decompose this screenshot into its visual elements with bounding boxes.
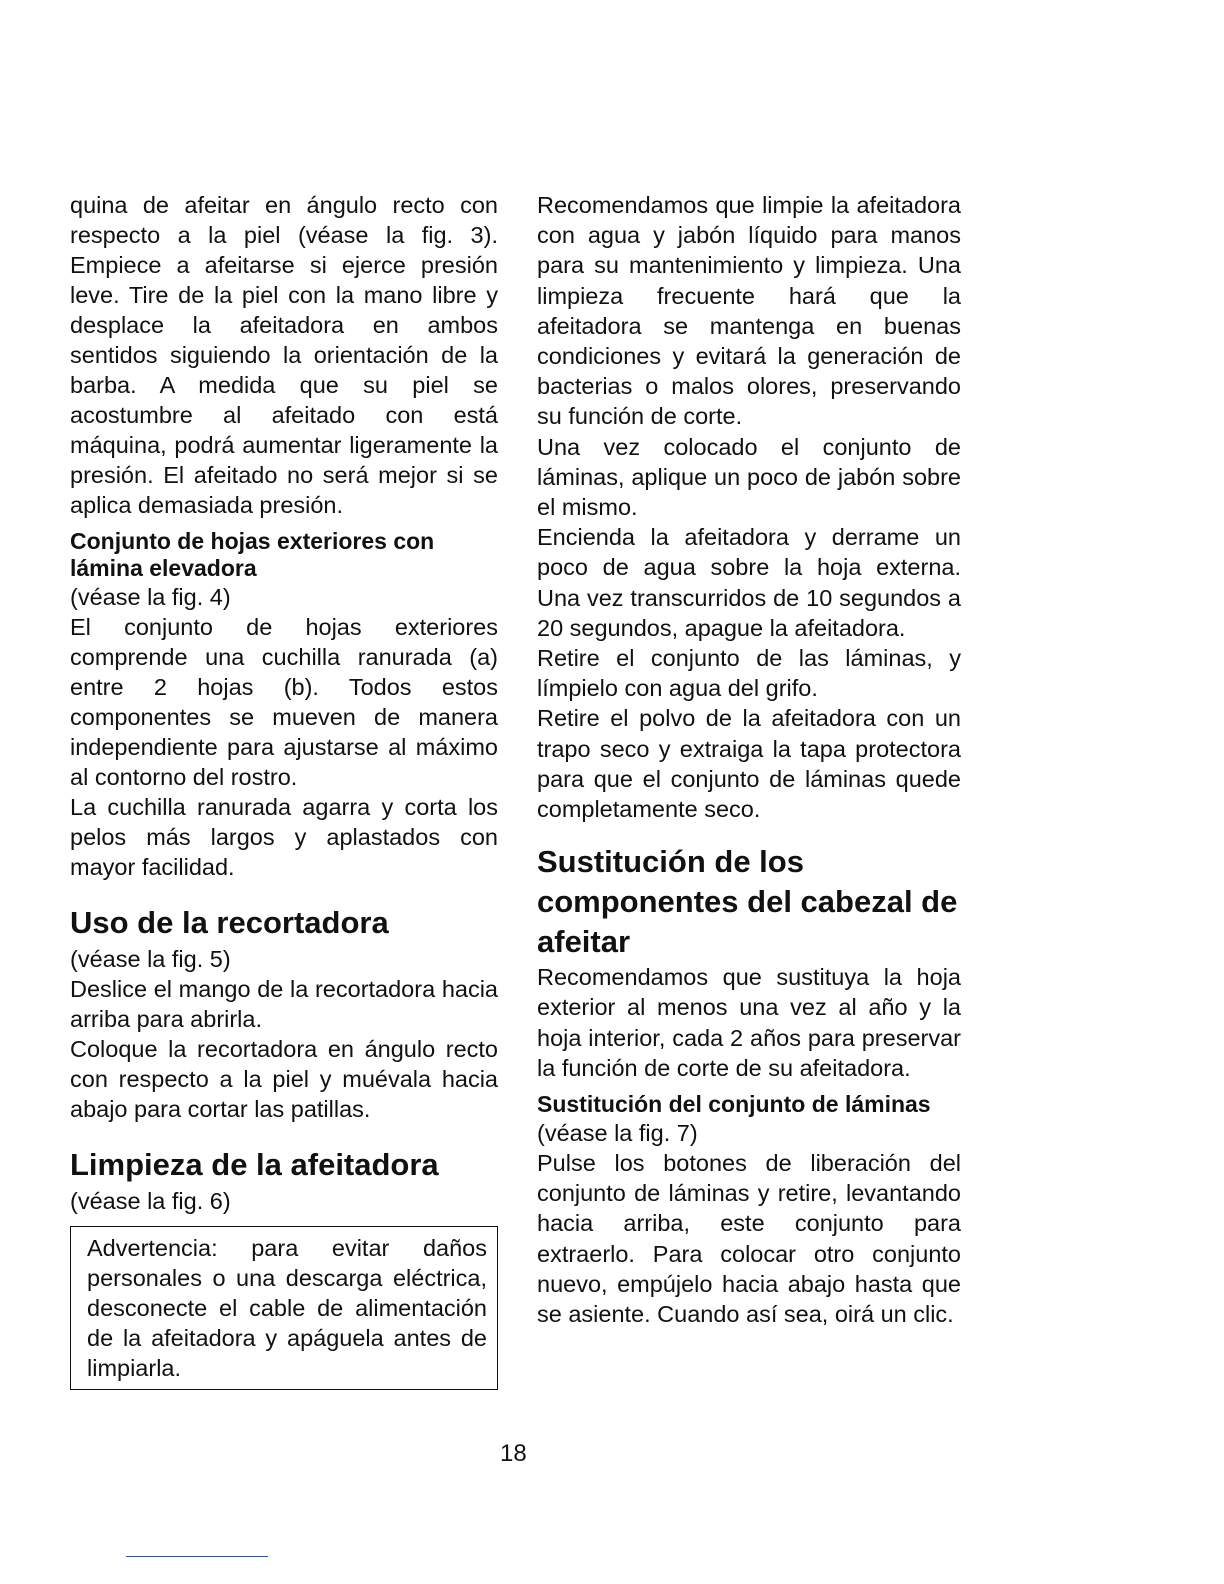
- paragraph-trimmer-position: Coloque la recortadora en ángulo recto con respecto a la piel y muévala hacia abajo para cortar las patillas.: [70, 1036, 498, 1122]
- paragraph-trimmer-open: Deslice el mango de la recortadora hacia arriba para abrirla.: [70, 976, 498, 1032]
- heading-shaver-cleaning: Limpieza de la afeitadora: [70, 1147, 439, 1182]
- warning-box: Advertencia: para evitar daños personales o una descarga eléctrica, desconecte el cable de alimentación de la afeitadora y apáguela antes de limpiarla.: [70, 1226, 498, 1390]
- figure-reference-7: (véase la fig. 7): [537, 1120, 698, 1147]
- left-column: [70, 190, 498, 1390]
- heading-trimmer-use: Uso de la recortadora: [70, 905, 389, 940]
- paragraph-shaving-technique: quina de afeitar en ángulo recto con respecto a la piel (véase la fig. 3). Empiece a afeitarse si ejerce presión leve. Tire de la piel con la mano libre y desplace la afeitadora en ambos sentidos siguiendo la orientación de la barba. A medida que su piel se acostumbre al afeitado con está máquina, podrá aumentar ligeramente la presión. El afeitado no será mejor si se aplica demasiada presión.: [70, 192, 498, 518]
- right-column: [537, 190, 961, 1329]
- figure-reference-5: (véase la fig. 5): [70, 946, 231, 972]
- paragraph-dry-shaver: Retire el polvo de la afeitadora con un trapo seco y extraiga la tapa protectora para que el conjunto de láminas quede completamente seco.: [537, 705, 961, 823]
- paragraph-slotted-blade: La cuchilla ranurada agarra y corta los pelos más largos y aplastados con mayor facilidad.: [70, 794, 498, 880]
- paragraph-water-rinse: Encienda la afeitadora y derrame un poco de agua sobre la hoja externa. Una vez transcurridos de 10 segundos a 20 segundos, apague la afeitadora.: [537, 524, 961, 641]
- heading-replace-components: Sustitución de los componentes del cabezal de afeitar: [537, 844, 958, 960]
- figure-reference-4: (véase la fig. 4): [70, 584, 231, 610]
- paragraph-replacement-schedule: Recomendamos que sustituya la hoja exterior al menos una vez al año y la hoja interior, cada 2 años para preservar la función de corte de su afeitadora.: [537, 964, 961, 1081]
- heading-replace-foil-set: Sustitución del conjunto de láminas: [537, 1091, 931, 1118]
- paragraph-remove-foils: Retire el conjunto de las láminas, y límpielo con agua del grifo.: [537, 645, 961, 702]
- page-number: 18: [500, 1440, 527, 1467]
- paragraph-foil-set-description: El conjunto de hojas exteriores comprende una cuchilla ranurada (a) entre 2 hojas (b). Todos estos componentes se mueven de manera independiente para ajustarse al máximo al contorno del rostro.: [70, 614, 498, 790]
- paragraph-cleaning-recommendation: Recomendamos que limpie la afeitadora con agua y jabón líquido para manos para su mantenimiento y limpieza. Una limpieza frecuente hará que la afeitadora se mantenga en buenas condiciones y evitará la generación de bacterias o malos olores, preservando su función de corte.: [537, 192, 961, 430]
- heading-outer-foil-set: Conjunto de hojas exteriores con lámina elevadora: [70, 528, 435, 581]
- paragraph-apply-soap: Una vez colocado el conjunto de láminas, aplique un poco de jabón sobre el mismo.: [537, 433, 961, 521]
- bottom-divider: [126, 1556, 268, 1557]
- figure-reference-6: (véase la fig. 6): [70, 1188, 231, 1214]
- paragraph-replace-procedure: Pulse los botones de liberación del conjunto de láminas y retire, levantando hacia arriba, este conjunto para extraerlo. Para colocar otro conjunto nuevo, empújelo hacia abajo hasta que se asiente. Cuando así sea, oirá un clic.: [537, 1150, 961, 1328]
